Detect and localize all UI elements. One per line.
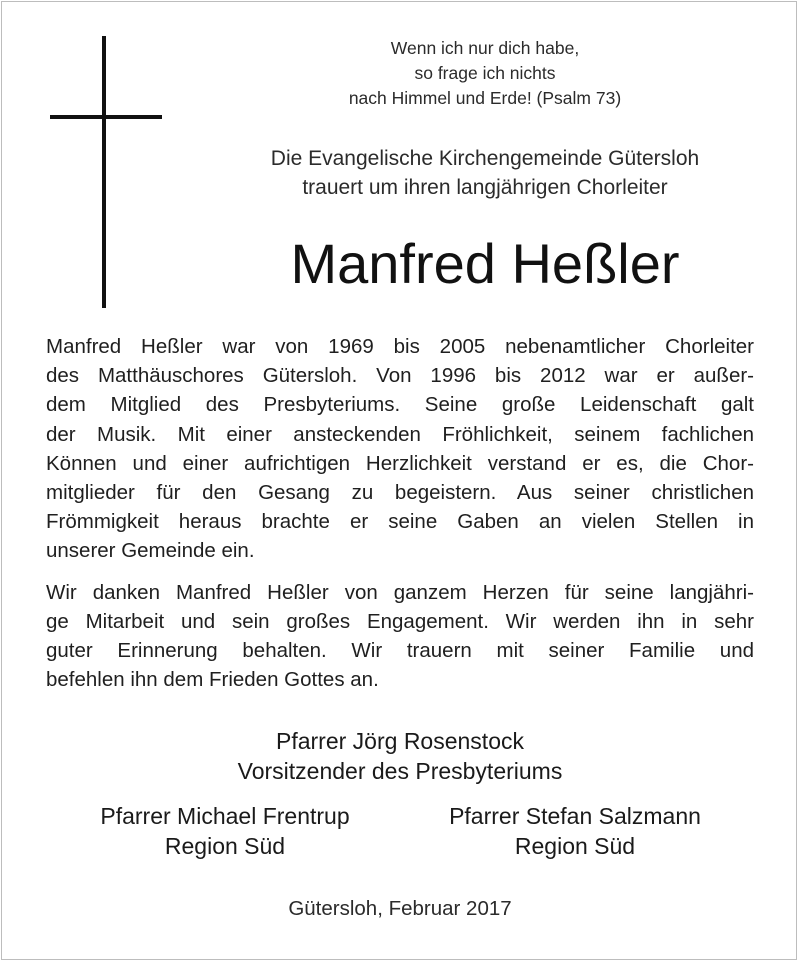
signature-role: Vorsitzender des Presbyteriums [237,758,563,784]
psalm-line: Wenn ich nur dich habe, [390,38,580,58]
body-line: Können und einer aufrichtigen Herzlichkeit verstand er es, die Chor- [46,451,754,475]
deceased-name: Manfred Heßler [290,232,680,295]
body-line: Wir danken Manfred Heßler von ganzem Herzen für seine langjähri- [46,580,754,604]
paragraph-tribute [46,332,754,566]
intro-line: Die Evangelische Kirchengemeinde Gütersloh [270,147,700,170]
body-line: des Matthäuschores Gütersloh. Von 1996 bis 2012 war er außer- [46,364,754,388]
body-line: befehlen ihn dem Frieden Gottes an. [46,668,379,692]
paragraph-thanks [46,578,754,695]
place-date: Gütersloh, Februar 2017 [288,897,512,920]
body-line: guter Erinnerung behalten. Wir trauern mit seiner Familie und [46,639,754,663]
cross-horizontal-bar [50,115,162,119]
intro-text [200,144,770,202]
body-line: der Musik. Mit einer ansteckenden Fröhlichkeit, seinem fachlichen [46,422,754,446]
psalm-line: nach Himmel und Erde! (Psalm 73) [348,88,622,108]
body-line: mitglieder für den Gesang zu begeistern. Aus seiner christlichen [46,481,754,505]
obituary-body [46,332,754,706]
signature-name: Pfarrer Stefan Salzmann [449,803,701,829]
psalm-line: so frage ich nichts [414,63,556,83]
signature-role: Region Süd [514,833,636,859]
intro-line: trauert um ihren langjährigen Chorleiter [302,176,668,199]
signature-left [60,801,390,861]
signature-name: Pfarrer Michael Frentrup [100,803,350,829]
cross-vertical-bar [102,36,106,308]
body-line: Frömmigkeit heraus brachte er seine Gaben an vielen Stellen in [46,510,754,534]
signature-role: Region Süd [164,833,286,859]
psalm-quote [250,36,720,111]
body-line: Manfred Heßler war von 1969 bis 2005 nebenamtlicher Chorleiter [46,335,754,358]
signature-main [150,726,650,786]
body-line: dem Mitglied des Presbyteriums. Seine große Leidenschaft galt [46,393,754,417]
signature-right [410,801,740,861]
body-line: unserer Gemeinde ein. [46,539,255,563]
body-line: ge Mitarbeit und sein großes Engagement. Wir werden ihn in sehr [46,609,754,633]
signature-name: Pfarrer Jörg Rosenstock [276,728,524,754]
